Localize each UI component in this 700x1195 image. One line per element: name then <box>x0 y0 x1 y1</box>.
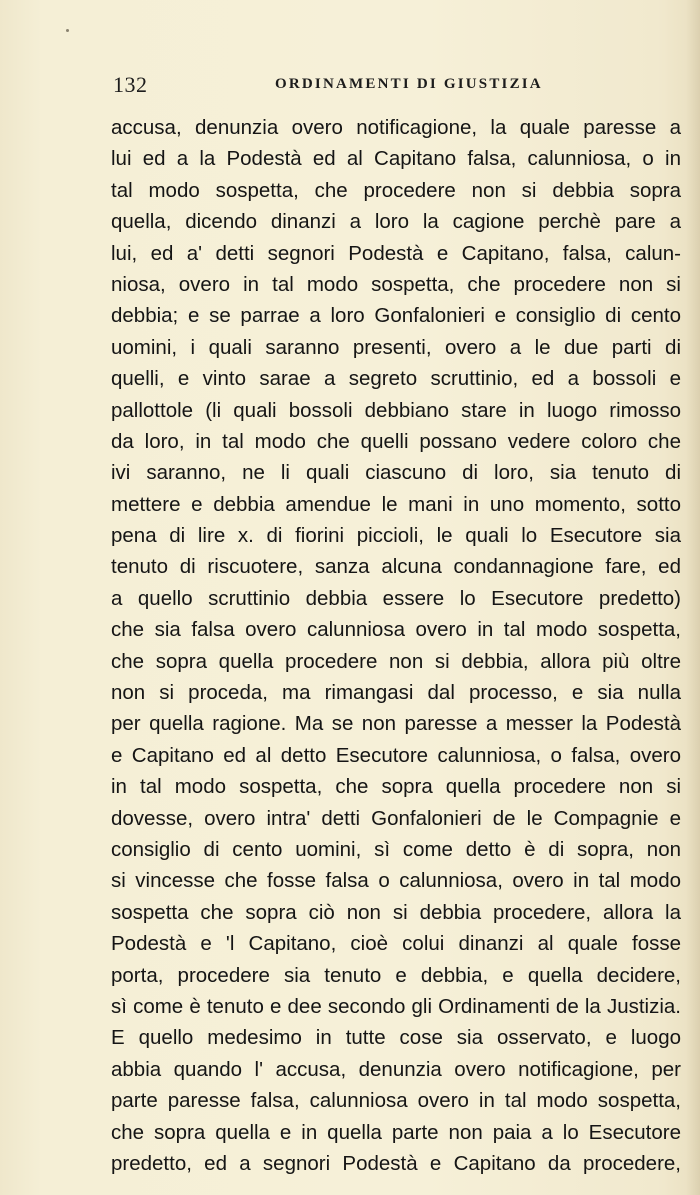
text-line: si vincesse che fosse falsa o calunniosa, overo in tal modo <box>111 869 681 893</box>
paper-speck <box>66 29 69 32</box>
text-line: pallottole (li quali bossoli debbiano stare in luogo rimosso <box>111 398 681 422</box>
text-line: e Capitano ed al detto Esecutore calunniosa, o falsa, overo <box>111 743 681 767</box>
running-head: ORDINAMENTI DI GIUSTIZIA <box>275 76 543 92</box>
text-line: predetto, ed a segnori Podestà e Capitano da procedere, <box>111 1151 681 1175</box>
text-line: consiglio di cento uomini, sì come detto è di sopra, non <box>111 837 681 861</box>
text-line: accusa, denunzia overo notificagione, la quale paresse a <box>111 116 681 139</box>
text-line: quella, dicendo dinanzi a loro la cagione perchè pare a <box>111 210 681 234</box>
text-line: sì come è tenuto e dee secondo gli Ordinamenti de la Justizia. <box>111 994 681 1018</box>
text-line: per quella ragione. Ma se non paresse a messer la Podestà <box>111 712 681 736</box>
text-line: dovesse, overo intra' detti Gonfalonieri de le Compagnie e <box>111 806 681 830</box>
text-line: da loro, in tal modo che quelli possano vedere coloro che <box>111 429 681 453</box>
text-line: ivi saranno, ne li quali ciascuno di loro, sia tenuto di <box>111 461 681 485</box>
text-line: pena di lire x. di fiorini piccioli, le quali lo Esecutore sia <box>111 524 681 548</box>
text-line: parte paresse falsa, calunniosa overo in tal modo sospetta, <box>111 1089 681 1113</box>
text-line: tenuto di riscuotere, sanza alcuna condannagione fare, ed <box>111 555 681 579</box>
text-line: non si proceda, ma rimangasi dal processo, e sia nulla <box>111 681 681 705</box>
text-line: quelli, e vinto sarae a segreto scruttinio, ed a bossoli e <box>111 367 681 391</box>
text-line: a quello scruttinio debbia essere lo Esecutore predetto) <box>111 586 681 610</box>
text-line: E quello medesimo in tutte cose sia osservato, e luogo <box>111 1026 681 1050</box>
text-line: mettere e debbia amendue le mani in uno momento, sotto <box>111 492 681 516</box>
text-line: che sopra quella e in quella parte non paia a lo Esecutore <box>111 1120 681 1144</box>
text-line: che sopra quella procedere non si debbia, allora più oltre <box>111 649 681 673</box>
text-line: abbia quando l' accusa, denunzia overo notificagione, per <box>111 1057 681 1081</box>
page-header <box>113 72 681 100</box>
text-line: Podestà e 'l Capitano, cioè colui dinanzi al quale fosse <box>111 932 681 956</box>
page-edge-shadow <box>686 0 700 1195</box>
text-line: sospetta che sopra ciò non si debbia procedere, allora la <box>111 900 681 924</box>
text-line: porta, procedere sia tenuto e debbia, e quella decidere, <box>111 963 681 987</box>
text-line: tal modo sospetta, che procedere non si debbia sopra <box>111 178 681 202</box>
text-line: niosa, overo in tal modo sospetta, che procedere non si <box>111 272 681 296</box>
text-line: in tal modo sospetta, che sopra quella procedere non si <box>111 775 681 799</box>
text-line: lui, ed a' detti segnori Podestà e Capitano, falsa, calun- <box>111 241 681 265</box>
text-line: uomini, i quali saranno presenti, overo a le due parti di <box>111 335 681 359</box>
body-text <box>111 112 681 1179</box>
text-line: lui ed a la Podestà ed al Capitano falsa, calunniosa, o in <box>111 147 681 171</box>
text-line: debbia; e se parrae a loro Gonfalonieri e consiglio di cento <box>111 304 681 328</box>
text-line: che sia falsa overo calunniosa overo in tal modo sospetta, <box>111 618 681 642</box>
page-number: 132 <box>113 72 148 97</box>
